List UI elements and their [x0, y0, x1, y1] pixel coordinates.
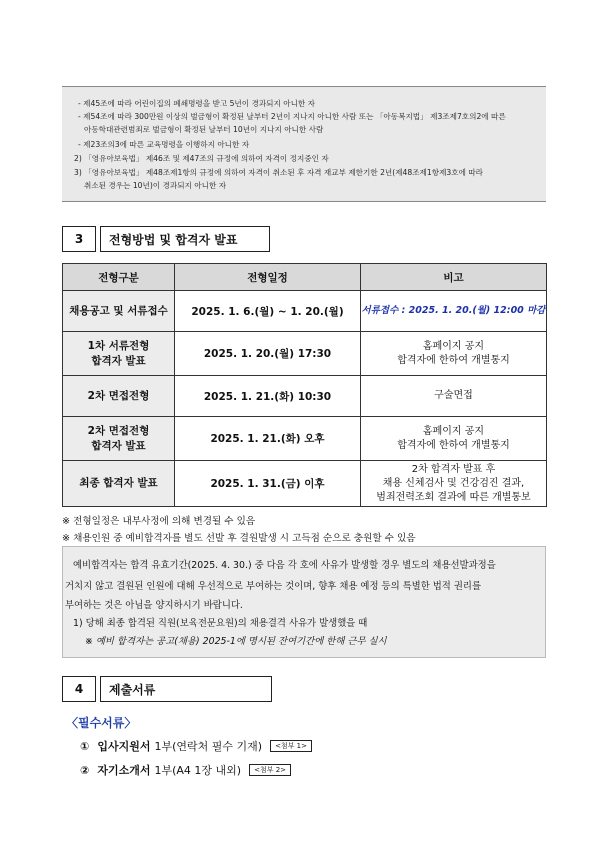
item-number: ②: [80, 763, 90, 777]
note-text: 채용 신체검사 및 건강검진 결과,: [382, 477, 525, 489]
section-4-number: 4: [62, 676, 96, 702]
note-cell: [361, 332, 547, 376]
document-description: 1부(A4 1장 내외): [154, 764, 242, 777]
document-description: 1부(연락처 필수 기재): [154, 740, 263, 753]
note-text: 합격자에 한하여 개별통지: [397, 439, 510, 451]
stage-cell: [63, 417, 175, 461]
disqualification-line: 아동학대관련범죄로 벌금형이 확정된 날부터 10년이 지나지 아니한 사람: [84, 125, 324, 134]
date-cell: 2025. 1. 31.(금) 이후: [175, 461, 361, 507]
column-header-note: 비고: [361, 264, 547, 291]
schedule-header-row: [63, 264, 547, 291]
note-cell: [361, 461, 547, 507]
note-text: 2차 합격자 발표 후: [411, 463, 496, 475]
date-cell: 2025. 1. 20.(월) 17:30: [175, 332, 361, 376]
disqualification-line: - 제45조에 따라 어린이집의 폐쇄명령을 받고 5년이 경과되지 아니한 자: [78, 99, 316, 108]
disqualification-line: 3) 「영유아보육법」 제48조제1항의 규정에 의하여 자격이 취소된 후 자격 재교부 제한기한 2년(제48조제1항제3호에 따라: [74, 168, 483, 177]
document-name: 자기소개서: [97, 764, 151, 777]
schedule-footnote: ※ 전형일정은 내부사정에 의해 변경될 수 있음: [62, 516, 256, 527]
table-row: [63, 332, 547, 376]
date-cell: 2025. 1. 6.(월) ~ 1. 20.(월): [175, 291, 361, 332]
date-cell: 2025. 1. 21.(화) 오후: [175, 417, 361, 461]
stage-text: 2차 면접전형: [87, 424, 150, 437]
reserve-line: 부여하는 것은 아님을 양지하시기 바랍니다.: [65, 600, 243, 611]
list-item: [80, 738, 312, 754]
reserve-line: ※ 예비 합격자는 공고(채용) 2025-1에 명시된 잔여기간에 한해 근무 실시: [85, 636, 387, 647]
section-4-title: 제출서류: [100, 676, 272, 702]
column-header-stage: 전형구분: [63, 264, 175, 291]
schedule-table: [62, 263, 547, 507]
table-row: [63, 417, 547, 461]
table-row: [63, 291, 547, 332]
item-number: ①: [80, 739, 90, 753]
note-text: 구술면접: [434, 390, 473, 401]
disqualification-line: 2) 「영유아보육법」 제46조 및 제47조의 규정에 의하여 자격이 정지중인 자: [74, 154, 329, 163]
stage-cell: [63, 376, 175, 417]
required-documents-heading: 〈필수서류〉: [66, 716, 137, 730]
stage-text: 1차 서류전형: [87, 339, 150, 352]
stage-cell: [63, 461, 175, 507]
reserve-line: 거치지 않고 결원된 인원에 대해 우선적으로 부여하는 것이며, 향후 채용 예정 등의 특별한 법적 권리를: [65, 581, 482, 592]
column-header-date: 전형일정: [175, 264, 361, 291]
note-text: 범죄전력조회 결과에 따른 개별통보: [376, 491, 531, 503]
list-item: [80, 762, 291, 778]
disqualification-box: [62, 86, 546, 202]
reserve-footnote: ※ 채용인원 중 예비합격자를 별도 선발 후 결원발생 시 고득점 순으로 충원할 수 있음: [62, 533, 416, 544]
disqualification-line: - 제23조의3에 따른 교육명령을 이행하지 아니한 자: [78, 140, 250, 149]
table-row: [63, 461, 547, 507]
note-cell: [361, 417, 547, 461]
note-text: 합격자에 한하여 개별통지: [397, 354, 510, 366]
stage-cell: [63, 332, 175, 376]
reserve-notice-box: [62, 546, 546, 658]
note-cell: [361, 291, 547, 332]
stage-text: 채용공고 및 서류접수: [69, 304, 168, 317]
stage-text: 합격자 발표: [91, 439, 146, 452]
stage-text: 합격자 발표: [91, 354, 146, 367]
section-3-number: 3: [62, 226, 96, 252]
attachment-tag: <첨부 1>: [270, 740, 312, 752]
section-3-title: 전형방법 및 합격자 발표: [100, 226, 270, 252]
stage-cell: [63, 291, 175, 332]
attachment-tag: <첨부 2>: [249, 764, 291, 776]
reserve-line: 1) 당해 최종 합격된 직원(보육전문요원)의 채용결격 사유가 발생했을 때: [73, 618, 368, 629]
date-cell: 2025. 1. 21.(화) 10:30: [175, 376, 361, 417]
stage-text: 최종 합격자 발표: [79, 477, 158, 489]
document-name: 입사지원서: [97, 740, 151, 753]
note-text: 홈페이지 공지: [422, 340, 485, 352]
note-cell: [361, 376, 547, 417]
reserve-line: 예비합격자는 합격 유효기간(2025. 4. 30.) 중 다음 각 호에 사유가 발생할 경우 별도의 채용선발과정을: [73, 560, 496, 571]
deadline-note: 서류접수 : 2025. 1. 20.(월) 12:00 마감: [361, 305, 546, 316]
table-row: [63, 376, 547, 417]
disqualification-line: 취소된 경우는 10년)이 경과되지 아니한 자: [84, 181, 227, 190]
stage-text: 2차 면접전형: [87, 389, 150, 402]
note-text: 홈페이지 공지: [422, 425, 485, 437]
disqualification-line: - 제54조에 따라 300만원 이상의 벌금형이 확정된 날부터 2년이 지나지 아니한 사람 또는 「아동복지법」 제3조제7호의2에 따른: [78, 112, 506, 121]
